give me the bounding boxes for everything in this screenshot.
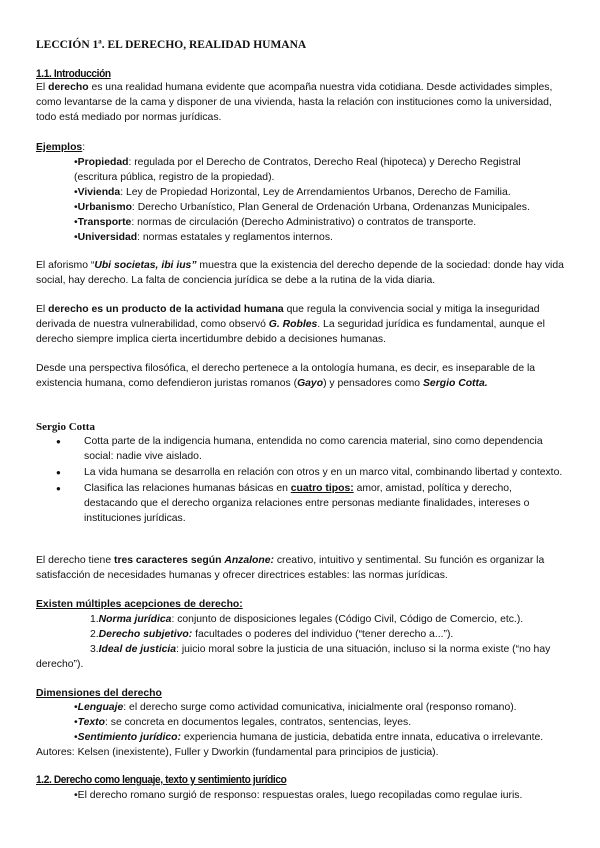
text-run: muestra que la existencia del derecho depende de la sociedad: donde hay vida social, hay derecho. La falta de conciencia jurídica se debe a la rutina de la vida diaria. xyxy=(36,260,564,286)
text-run: El xyxy=(36,82,49,93)
text-run: creativo, intuitivo y sentimental. Su función es organizar la satisfacción de necesidades humanas y ofrecer directrices estables: las normas jurídicas. xyxy=(36,555,545,581)
example-item: •Transporte: normas de circulación (Derecho Administrativo) o contratos de transporte. xyxy=(74,217,477,228)
text-run: derecho es un producto de la actividad humana xyxy=(48,304,284,315)
text-run: Ubi societas, ibi ius” xyxy=(94,260,197,271)
text-run: que regula la convivencia social y mitiga la inseguridad derivada de nuestra vulnerabilidad, como observó xyxy=(36,304,540,330)
example-text: : regulada por el Derecho de Contratos, Derecho Real (hipoteca) y Derecho Registral (escritura pública, registro de la propiedad). xyxy=(74,157,521,183)
examples-heading xyxy=(36,140,564,155)
example-bullet: • xyxy=(74,157,78,168)
dimensiones-heading: Dimensiones del derecho xyxy=(36,688,162,699)
examples-list-rest xyxy=(36,185,564,245)
section-1-2-bullet-text: El derecho romano surgió de responso: respuestas orales, luego recopiladas como regulae iuris. xyxy=(77,790,523,801)
text-run: Desde una perspectiva filosófica, el derecho pertenece a la ontología humana, es decir, es inseparable de la existencia humana, como defendieron juristas romanos ( xyxy=(36,363,536,389)
aforismo-paragraph xyxy=(36,258,564,288)
acepcion-item xyxy=(36,612,564,627)
dimension-text: experiencia humana de justicia, debatida entre innata, educativa o irrelevante. Autores: Kelsen (inexistente), Fuller y Dworkin (fundamental para principios de justicia). xyxy=(36,732,544,758)
examples-heading-colon: : xyxy=(82,142,86,153)
dimension-item: •Texto: se concreta en documentos legales, contratos, sentencias, leyes. xyxy=(74,717,412,728)
text-run: G. Robles xyxy=(268,319,318,330)
anzalone-paragraph xyxy=(36,553,564,583)
acepciones-list xyxy=(36,612,564,642)
text-run: El xyxy=(36,304,49,315)
example-label: Universidad xyxy=(77,232,138,243)
dimensiones-list xyxy=(36,700,564,730)
text-run: Anzalone: xyxy=(224,555,274,566)
acepcion-item xyxy=(36,627,564,642)
acepciones-heading: Existen múltiples acepciones de derecho: xyxy=(36,599,243,610)
text-run: El derecho tiene xyxy=(36,555,114,566)
dimension-item: •Sentimiento jurídico: experiencia humana de justicia, debatida entre innata, educativa o irrelevante. Autores: Kelsen (inexistente), Fuller y Dworkin (fundamental para principios de justicia). xyxy=(36,732,544,758)
cotta-bullet xyxy=(36,481,564,526)
acepcion-label: Derecho subjetivo: xyxy=(98,629,193,640)
example-label: Urbanismo xyxy=(77,202,132,213)
example-label: Propiedad xyxy=(77,157,129,168)
dimension-text: : se concreta en documentos legales, contratos, sentencias, leyes. xyxy=(104,717,412,728)
acepcion-label: Norma jurídica xyxy=(98,614,172,625)
example-item: •Universidad: normas estatales y reglamentos internos. xyxy=(74,232,333,243)
acepcion-text: : juicio moral sobre la justicia de una situación, incluso si la norma existe (“no hay derecho”). xyxy=(36,644,551,670)
example-text: : normas estatales y reglamentos internos. xyxy=(137,232,333,243)
section-1-2-bullet: •El derecho romano surgió de responso: respuestas orales, luego recopiladas como regulae iuris. xyxy=(74,790,523,801)
filosofia-paragraph xyxy=(36,361,564,391)
dimension-text: : el derecho surge como actividad comunicativa, inicialmente oral (responso romano). xyxy=(123,702,517,713)
cotta-bullet xyxy=(36,434,564,464)
text-run: Sergio Cotta. xyxy=(422,378,488,389)
example-label: Vivienda xyxy=(77,187,121,198)
lesson-title: LECCIÓN 1ª. EL DERECHO, REALIDAD HUMANA xyxy=(36,39,307,51)
text-run: La vida humana se desarrolla en relación con otros y en un marco vital, combinando libertad y contexto. xyxy=(84,467,563,478)
section-1-2-heading: 1.2. Derecho como lenguaje, texto y sentimiento jurídico xyxy=(36,774,287,786)
acepcion-item xyxy=(36,642,564,672)
intro-paragraph xyxy=(36,80,564,125)
example-item: •Urbanismo: Derecho Urbanístico, Plan General de Ordenación Urbana, Ordenanzas Municipales. xyxy=(74,202,530,213)
section-1-1-heading: 1.1. Introducción xyxy=(36,68,111,80)
dimension-label: Lenguaje xyxy=(77,702,124,713)
text-run: es una realidad humana evidente que acompaña nuestra vida cotidiana. Desde actividades simples, como levantarse de la cama y disponer de una vivienda, hasta la relación con instituciones como la universidad, todo está mediado por normas jurídicas. xyxy=(36,82,553,123)
producto-paragraph xyxy=(36,302,564,347)
example-item: •Vivienda: Ley de Propiedad Horizontal, Ley de Arrendamientos Urbanos, Derecho de Familia. xyxy=(74,187,511,198)
text-run: Clasifica las relaciones humanas básicas en xyxy=(84,483,291,494)
cotta-bullet xyxy=(36,465,564,480)
text-run: Gayo xyxy=(297,378,324,389)
text-run: cuatro tipos: xyxy=(290,483,354,494)
dimension-3 xyxy=(36,730,564,760)
example-text: : normas de circulación (Derecho Administrativo) o contratos de transporte. xyxy=(131,217,477,228)
examples-heading-label: Ejemplos xyxy=(36,142,83,153)
acepcion-num: 3. xyxy=(90,644,99,655)
dimension-label: Texto xyxy=(77,717,105,728)
text-run: derecho xyxy=(48,82,89,93)
cotta-bullets xyxy=(36,434,564,526)
text-run: Cotta parte de la indigencia humana, entendida no como carencia material, sino como dependencia social: nadie vive aislado. xyxy=(84,436,543,462)
text-run: El aforismo “ xyxy=(36,260,95,271)
acepcion-text: facultades o poderes del individuo (“tener derecho a...”). xyxy=(192,629,454,640)
example-label: Transporte xyxy=(77,217,132,228)
example-text: : Ley de Propiedad Horizontal, Ley de Arrendamientos Urbanos, Derecho de Familia. xyxy=(120,187,511,198)
acepcion-3 xyxy=(36,642,564,672)
text-run: amor, amistad, política y derecho, destacando que el derecho organiza relaciones entre personas mediante finalidades, intereses o instituciones jurídicas. xyxy=(84,483,530,524)
acepcion-num: 1. xyxy=(90,614,99,625)
text-run: tres caracteres según xyxy=(113,555,225,566)
example-item xyxy=(36,155,564,185)
section-1-2-list xyxy=(36,788,564,803)
text-run: ) y pensadores como xyxy=(323,378,423,389)
acepcion-num: 2. xyxy=(90,629,99,640)
cotta-heading: Sergio Cotta xyxy=(36,421,95,433)
example-text: : Derecho Urbanístico, Plan General de Ordenación Urbana, Ordenanzas Municipales. xyxy=(131,202,530,213)
dimension-item: •Lenguaje: el derecho surge como actividad comunicativa, inicialmente oral (responso romano). xyxy=(74,702,517,713)
dimension-label: Sentimiento jurídico: xyxy=(77,732,181,743)
acepcion-label: Ideal de justicia xyxy=(98,644,177,655)
acepcion-text: : conjunto de disposiciones legales (Código Civil, Código de Comercio, etc.). xyxy=(171,614,524,625)
examples-list xyxy=(36,155,564,185)
text-run: . La seguridad jurídica es fundamental, aunque el derecho siempre implica cierta incertidumbre debido a decisiones humanas. xyxy=(36,319,545,345)
